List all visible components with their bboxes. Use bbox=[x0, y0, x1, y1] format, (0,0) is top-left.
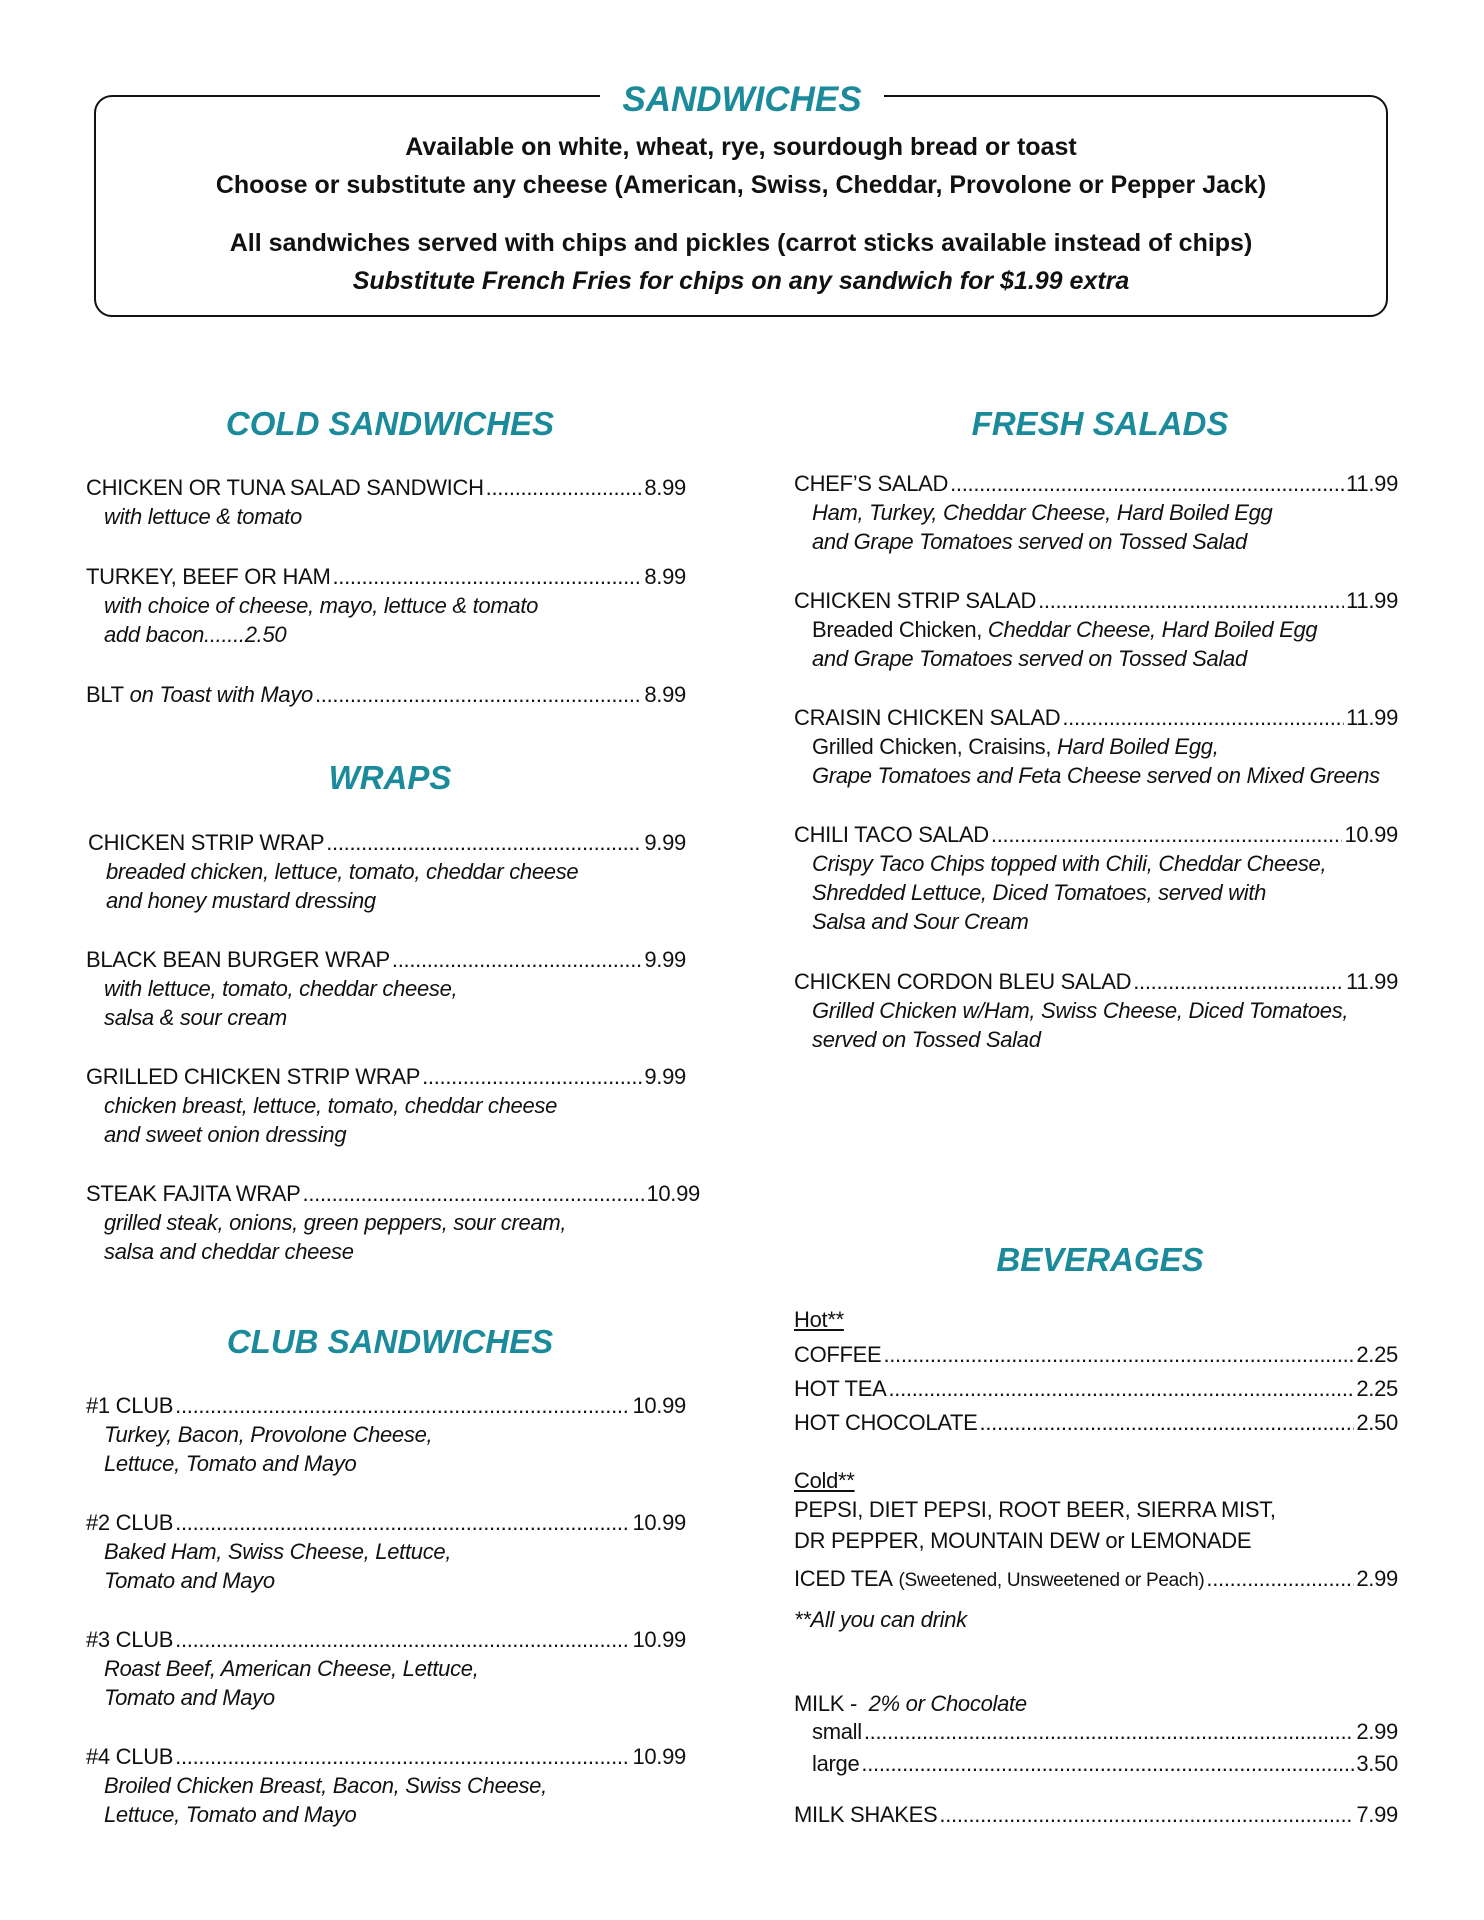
menu-item bbox=[86, 1180, 700, 1266]
item-desc: with lettuce & tomato bbox=[104, 504, 302, 529]
item-desc: chicken breast, lettuce, tomato, cheddar cheese bbox=[104, 1093, 558, 1118]
menu-item bbox=[794, 470, 1398, 556]
item-desc: Roast Beef, American Cheese, Lettuce, bbox=[104, 1656, 479, 1681]
item-price: 10.99 bbox=[632, 1393, 686, 1418]
item-desc: and sweet onion dressing bbox=[104, 1122, 347, 1147]
item-desc: salsa and cheddar cheese bbox=[104, 1239, 354, 1264]
cold-label: Cold** bbox=[794, 1468, 855, 1493]
item-price: 8.99 bbox=[644, 475, 686, 500]
club-sandwiches-heading: CLUB SANDWICHES bbox=[226, 1323, 554, 1360]
menu-item bbox=[812, 1716, 1398, 1780]
item-price: 10.99 bbox=[632, 1744, 686, 1769]
menu-item bbox=[88, 829, 686, 915]
item-name: COFFEE bbox=[794, 1342, 882, 1367]
item-note: (Sweetened, Unsweetened or Peach) bbox=[898, 1570, 1205, 1591]
item-price: 10.99 bbox=[1344, 822, 1398, 847]
menu-item bbox=[86, 563, 686, 649]
item-name: CRAISIN CHICKEN SALAD bbox=[794, 705, 1061, 730]
item-name: #3 CLUB bbox=[86, 1627, 174, 1652]
menu-item bbox=[86, 946, 686, 1032]
item-desc: and honey mustard dressing bbox=[106, 888, 376, 913]
item-desc: salsa & sour cream bbox=[104, 1005, 287, 1030]
menu-item bbox=[86, 1063, 686, 1149]
menu-item bbox=[794, 1801, 1398, 1829]
menu-item bbox=[794, 587, 1398, 673]
item-desc: Grilled Chicken w/Ham, Swiss Cheese, Diced Tomatoes, bbox=[812, 998, 1349, 1023]
header-line-cheese: Choose or substitute any cheese (American, Swiss, Cheddar, Provolone or Pepper Jack) bbox=[215, 171, 1267, 199]
item-name: #4 CLUB bbox=[86, 1744, 174, 1769]
item-name: BLACK BEAN BURGER WRAP bbox=[86, 947, 390, 972]
cold-sandwiches-heading: COLD SANDWICHES bbox=[225, 405, 555, 442]
menu-item bbox=[794, 1338, 1398, 1440]
menu-item bbox=[86, 1509, 686, 1595]
item-price: 2.99 bbox=[1356, 1719, 1398, 1744]
menu-item bbox=[794, 968, 1398, 1054]
item-desc: grilled steak, onions, green peppers, sour cream, bbox=[104, 1210, 567, 1235]
item-name: GRILLED CHICKEN STRIP WRAP bbox=[86, 1064, 421, 1089]
item-price: 9.99 bbox=[644, 947, 686, 972]
menu-item bbox=[794, 1565, 1398, 1595]
item-name: #1 CLUB bbox=[86, 1393, 174, 1418]
item-name: CHEF’S SALAD bbox=[794, 471, 949, 496]
fresh-salads-heading: FRESH SALADS bbox=[971, 405, 1229, 442]
item-desc: Lettuce, Tomato and Mayo bbox=[104, 1451, 357, 1476]
item-desc: Grape Tomatoes and Feta Cheese served on Mixed Greens bbox=[812, 763, 1380, 788]
item-price: 11.99 bbox=[1346, 705, 1398, 730]
refill-note: **All you can drink bbox=[794, 1607, 967, 1632]
item-name: STEAK FAJITA WRAP bbox=[86, 1181, 301, 1206]
menu-item bbox=[794, 821, 1398, 936]
item-price: 9.99 bbox=[644, 1064, 686, 1089]
item-price: 2.25 bbox=[1356, 1342, 1398, 1367]
item-desc: Tomato and Mayo bbox=[104, 1685, 275, 1710]
item-desc: Shredded Lettuce, Diced Tomatoes, served with bbox=[812, 880, 1267, 905]
item-desc-plain: Grilled Chicken, Craisins, bbox=[812, 734, 1057, 759]
header-title: SANDWICHES bbox=[600, 78, 884, 122]
item-price: 2.50 bbox=[1356, 1410, 1398, 1435]
header-line-sides: All sandwiches served with chips and pickles (carrot sticks available instead of chips) bbox=[229, 229, 1253, 257]
item-desc: Cheddar Cheese, Hard Boiled Egg bbox=[987, 617, 1318, 642]
item-desc-plain: Breaded Chicken, bbox=[812, 617, 988, 642]
item-price: 11.99 bbox=[1346, 969, 1398, 994]
item-name: TURKEY, BEEF OR HAM bbox=[86, 564, 331, 589]
item-name: HOT CHOCOLATE bbox=[794, 1410, 978, 1435]
item-name: #2 CLUB bbox=[86, 1510, 174, 1535]
item-price: 10.99 bbox=[632, 1627, 686, 1652]
item-price: 8.99 bbox=[644, 564, 686, 589]
item-desc: and Grape Tomatoes served on Tossed Salad bbox=[812, 529, 1247, 554]
item-desc: served on Tossed Salad bbox=[812, 1027, 1041, 1052]
item-desc: with lettuce, tomato, cheddar cheese, bbox=[104, 976, 458, 1001]
item-desc: with choice of cheese, mayo, lettuce & tomato bbox=[104, 593, 539, 618]
item-price: 3.50 bbox=[1356, 1751, 1398, 1776]
item-name: CHILI TACO SALAD bbox=[794, 822, 989, 847]
menu-item bbox=[86, 1743, 686, 1829]
hot-label: Hot** bbox=[794, 1307, 844, 1332]
item-desc: Turkey, Bacon, Provolone Cheese, bbox=[104, 1422, 433, 1447]
menu-item bbox=[794, 704, 1398, 790]
beverages-heading: BEVERAGES bbox=[996, 1241, 1204, 1278]
item-desc: Salsa and Sour Cream bbox=[812, 909, 1029, 934]
menu-item bbox=[86, 1626, 686, 1712]
item-price: 10.99 bbox=[646, 1181, 700, 1206]
item-name: HOT TEA bbox=[794, 1376, 887, 1401]
item-name: small bbox=[812, 1719, 862, 1744]
item-name: BLT bbox=[86, 682, 124, 707]
item-price: 2.25 bbox=[1356, 1376, 1398, 1401]
item-name-suffix: on Toast with Mayo bbox=[129, 682, 313, 707]
milk-note: 2% or Chocolate bbox=[868, 1691, 1027, 1716]
item-desc: breaded chicken, lettuce, tomato, cheddar cheese bbox=[106, 859, 579, 884]
header-line-bread: Available on white, wheat, rye, sourdough bread or toast bbox=[405, 133, 1077, 161]
item-desc: Hard Boiled Egg, bbox=[1056, 734, 1219, 759]
soda-list: DR PEPPER, MOUNTAIN DEW or LEMONADE bbox=[794, 1528, 1252, 1553]
item-desc: Crispy Taco Chips topped with Chili, Cheddar Cheese, bbox=[812, 851, 1327, 876]
item-name: CHICKEN STRIP WRAP bbox=[88, 830, 325, 855]
item-price: 7.99 bbox=[1356, 1802, 1398, 1827]
item-price: 11.99 bbox=[1346, 471, 1398, 496]
item-desc: Tomato and Mayo bbox=[104, 1568, 275, 1593]
milk-label-line bbox=[794, 1688, 1027, 1719]
item-price: 10.99 bbox=[632, 1510, 686, 1535]
item-desc: Ham, Turkey, Cheddar Cheese, Hard Boiled Egg bbox=[812, 500, 1273, 525]
item-price: 8.99 bbox=[644, 682, 686, 707]
item-price: 11.99 bbox=[1346, 588, 1398, 613]
item-desc: Baked Ham, Swiss Cheese, Lettuce, bbox=[104, 1539, 452, 1564]
item-desc: Broiled Chicken Breast, Bacon, Swiss Cheese, bbox=[104, 1773, 547, 1798]
item-desc: and Grape Tomatoes served on Tossed Salad bbox=[812, 646, 1247, 671]
menu-item bbox=[86, 1392, 686, 1478]
item-desc: add bacon.......2.50 bbox=[104, 622, 287, 647]
item-name: CHICKEN CORDON BLEU SALAD bbox=[794, 969, 1132, 994]
menu-item bbox=[86, 474, 686, 531]
item-name: CHICKEN OR TUNA SALAD SANDWICH bbox=[86, 475, 484, 500]
item-name: large bbox=[812, 1751, 860, 1776]
menu-item bbox=[86, 681, 686, 709]
item-price: 2.99 bbox=[1356, 1566, 1398, 1591]
item-name: CHICKEN STRIP SALAD bbox=[794, 588, 1037, 613]
item-name: MILK SHAKES bbox=[794, 1802, 938, 1827]
header-line-fries: Substitute French Fries for chips on any sandwich for $1.99 extra bbox=[352, 267, 1130, 295]
wraps-heading: WRAPS bbox=[328, 759, 452, 796]
item-desc: Lettuce, Tomato and Mayo bbox=[104, 1802, 357, 1827]
item-price: 9.99 bbox=[644, 830, 686, 855]
milk-label: MILK - bbox=[794, 1691, 857, 1716]
soda-list: PEPSI, DIET PEPSI, ROOT BEER, SIERRA MIST, bbox=[794, 1497, 1276, 1522]
item-name: ICED TEA bbox=[794, 1566, 893, 1591]
